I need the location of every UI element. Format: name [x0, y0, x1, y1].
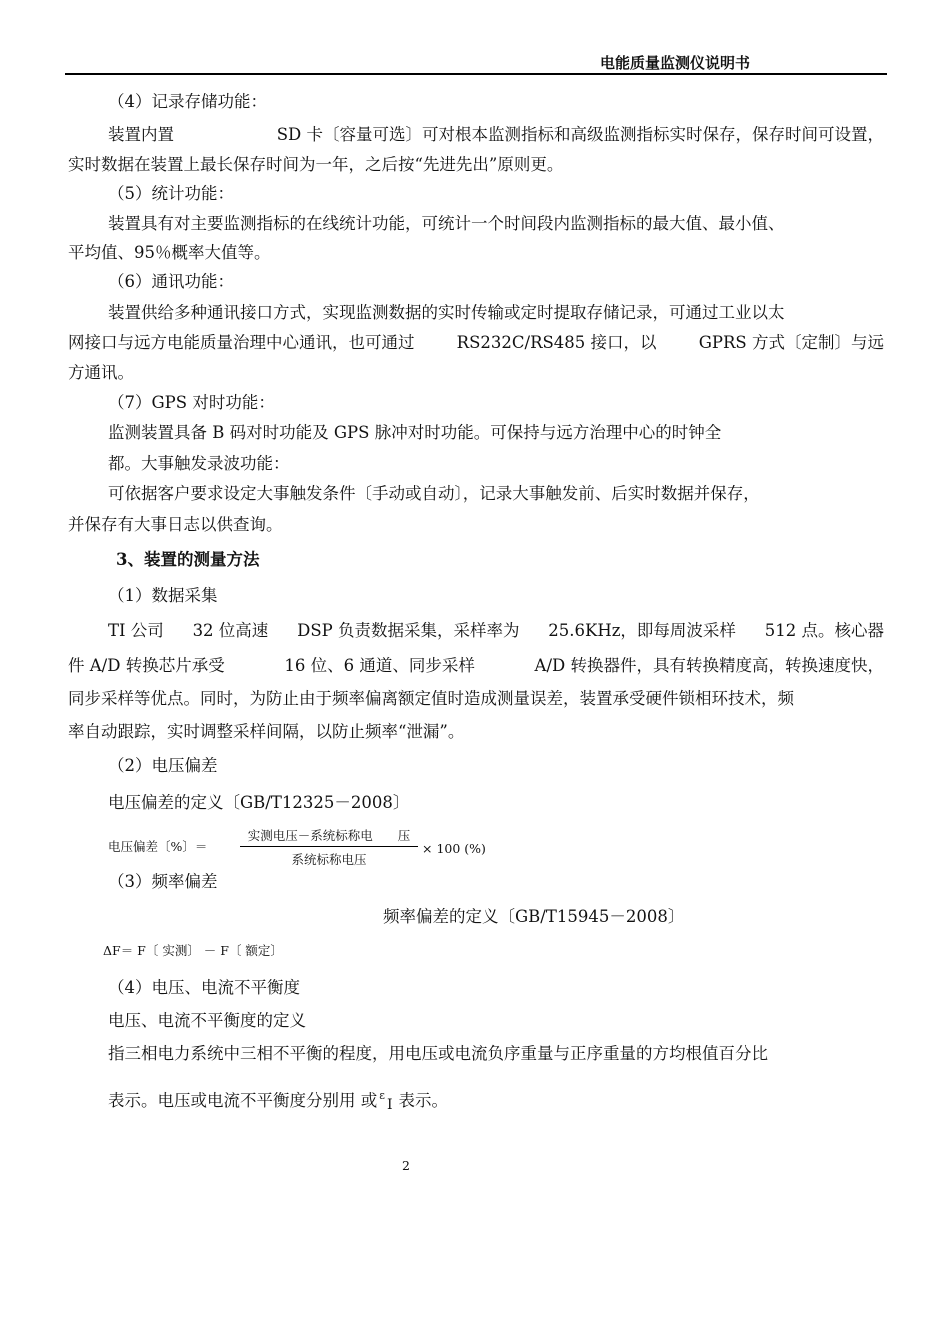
paragraph-line: 监测装置具备 B 码对时功能及 GPS 脉冲对时功能。可保持与远方治理中心的时钟全 [108, 423, 722, 442]
heading-unbalance: （4）电压、电流不平衡度 [108, 978, 300, 997]
paragraph-line: 装置具有对主要监测指标的在线统计功能，可统计一个时间段内监测指标的最大值、最小值、 [108, 214, 785, 233]
document-header-title: 电能质量监测仪说明书 [600, 54, 751, 72]
heading-data-acquisition: （1）数据采集 [108, 586, 218, 605]
paragraph-line: 平均值、95％概率大值等。 [68, 243, 271, 262]
text-span: 25.6KHz，即每周波采样 [548, 621, 736, 640]
paragraph-line: 方通讯。 [68, 363, 134, 382]
epsilon-symbol: ε [379, 1089, 385, 1102]
unbalance-definition-title: 电压、电流不平衡度的定义 [108, 1011, 306, 1030]
header-rule [65, 73, 887, 75]
text-span: DSP 负责数据采集，采样率为 [297, 621, 520, 640]
fraction-numerator: 实测电压－系统标称电 压 [240, 826, 418, 847]
heading-frequency-deviation: （3）频率偏差 [108, 872, 218, 891]
paragraph-line: 同步采样等优点。同时，为防止由于频率偏离额定值时造成测量误差，装置承受硬件锁相环技术，频 [68, 689, 794, 708]
paragraph-line [108, 124, 884, 146]
heading-statistics: （5）统计功能： [108, 184, 234, 203]
text-span: 16 位、6 通道、同步采样 [284, 656, 475, 675]
text-span: 32 位高速 [192, 621, 269, 640]
paragraph-line [108, 620, 884, 642]
paragraph-line [108, 1090, 448, 1114]
paragraph-line: 装置供给多种通讯接口方式，实现监测数据的实时传输或定时提取存储记录，可通过工业以太 [108, 303, 785, 322]
text-span: 表示。电压或电流不平衡度分别用 或 [108, 1091, 378, 1110]
paragraph-line: 指三相电力系统中三相不平衡的程度，用电压或电流负序重量与正序重量的方均根值百分比 [108, 1044, 768, 1063]
fraction-denominator: 系统标称电压 [291, 852, 367, 867]
paragraph-line: 都。大事触发录波功能： [108, 454, 290, 473]
heading-record-storage: （4）记录存储功能： [108, 92, 267, 111]
text-span: GPRS 方式〔定制〕与远 [698, 333, 884, 352]
text-span: TI 公司 [108, 621, 164, 640]
text-span: 表示。 [398, 1091, 448, 1110]
text-span: SD 卡〔容量可选〕可对根本监测指标和高级监测指标实时保存，保存时间可设置， [276, 125, 884, 144]
heading-communication: （6）通讯功能： [108, 272, 234, 291]
frequency-deviation-formula: ΔF＝ F〔 实测〕 － F〔 额定〕 [103, 943, 283, 958]
paragraph-line [68, 655, 884, 677]
text-span: A/D 转换器件，具有转换精度高，转换速度快， [534, 656, 884, 675]
paragraph-line: 实时数据在装置上最长保存时间为一年，之后按“先进先出”原则更。 [68, 155, 564, 174]
voltage-deviation-fraction [240, 826, 418, 868]
text-span: 512 点。核心器 [764, 621, 884, 640]
text-span: 网接口与远方电能质量治理中心通讯，也可通过 [68, 333, 415, 352]
section-heading-measurement-method: 3、装置的测量方法 [116, 550, 260, 569]
heading-voltage-deviation: （2）电压偏差 [108, 756, 218, 775]
text-span: 件 A/D 转换芯片承受 [68, 656, 225, 675]
voltage-deviation-definition: 电压偏差的定义〔GB/T12325－2008〕 [108, 793, 410, 812]
subscript-symbol: I [386, 1097, 393, 1113]
paragraph-line: 可依据客户要求设定大事触发条件〔手动或自动〕，记录大事触发前、后实时数据并保存， [108, 484, 760, 503]
frequency-deviation-definition: 频率偏差的定义〔GB/T15945－2008〕 [383, 907, 685, 926]
paragraph-line [68, 332, 884, 354]
formula-label: 电压偏差〔%〕＝ [108, 839, 208, 854]
heading-gps-timing: （7）GPS 对时功能： [108, 393, 275, 412]
paragraph-line: 率自动跟踪，实时调整采样间隔，以防止频率“泄漏”。 [68, 722, 465, 741]
formula-multiplier: × 100 (%) [422, 841, 486, 856]
text-span: RS232C/RS485 接口，以 [456, 333, 657, 352]
page-number: 2 [402, 1158, 410, 1173]
paragraph-line: 并保存有大事日志以供查询。 [68, 515, 283, 534]
text-span: 装置内置 [108, 125, 174, 144]
